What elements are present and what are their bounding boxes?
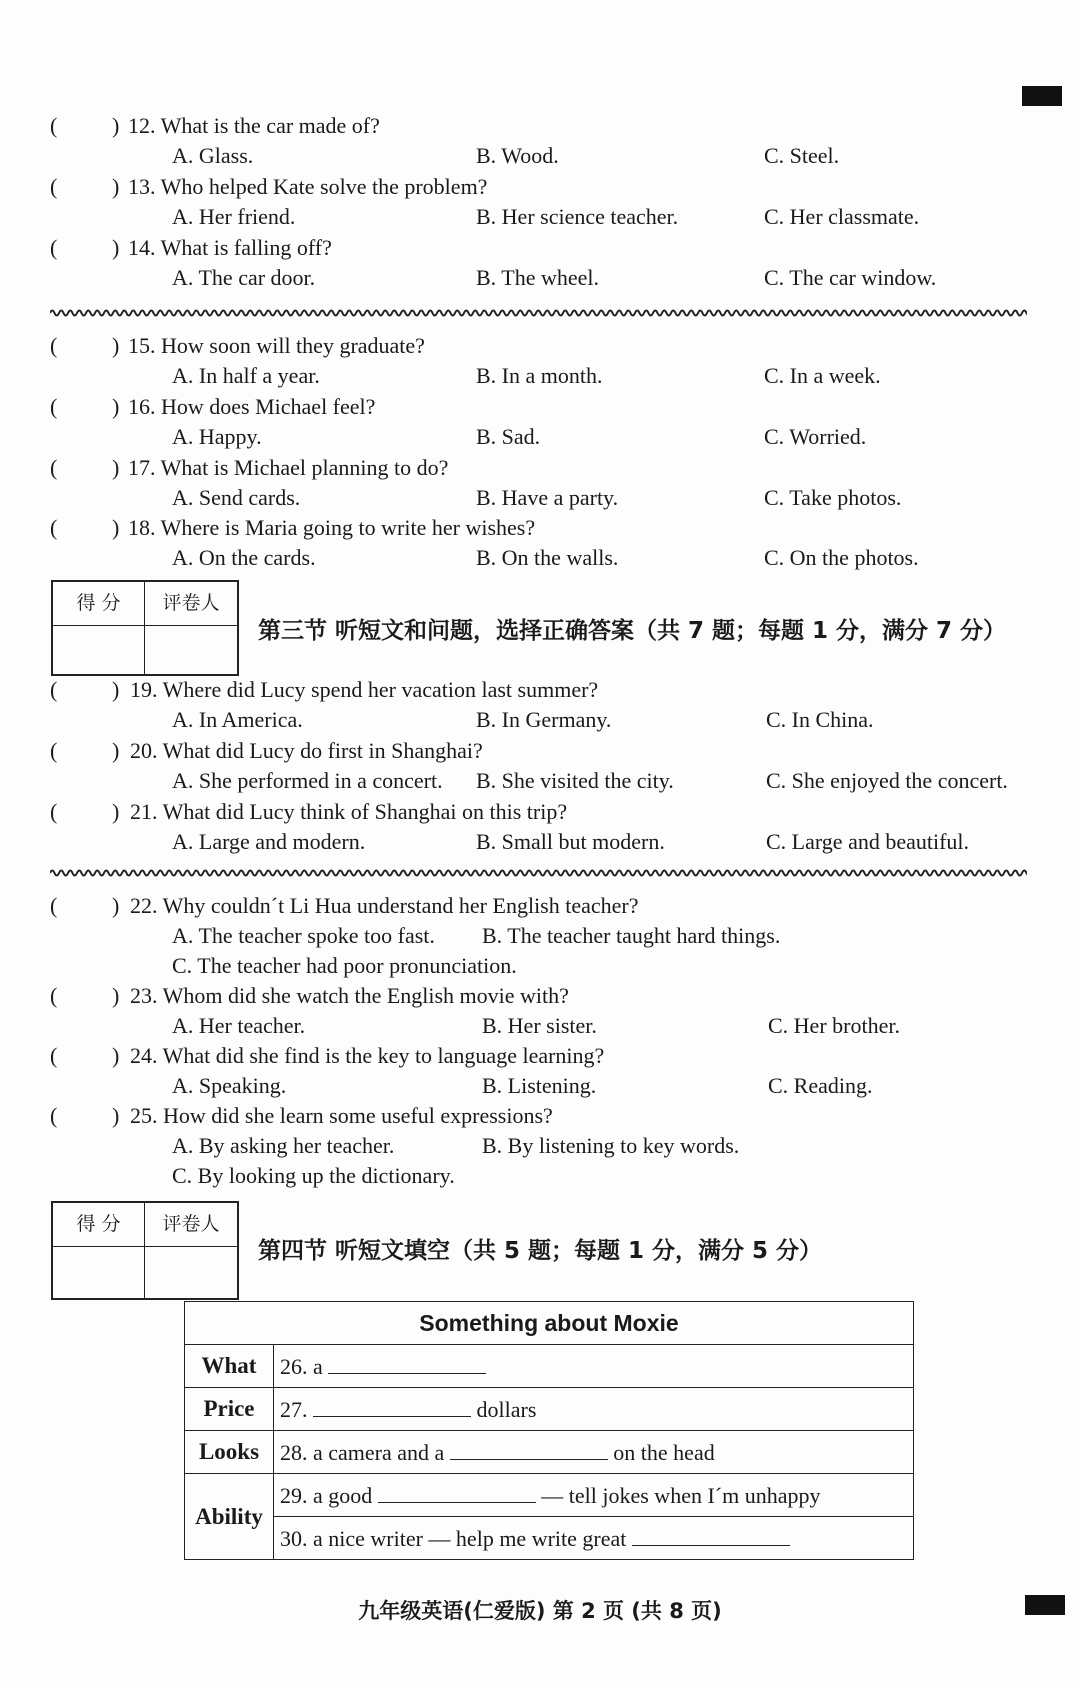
question-number: 17. <box>128 455 156 480</box>
option-b: B. By listening to key words. <box>482 1133 740 1158</box>
question-prompt: What did Lucy do first in Shanghai? <box>162 738 483 763</box>
question-prompt: What did Lucy think of Shanghai on this trip? <box>162 799 568 824</box>
question-row <box>0 1043 1080 1074</box>
answer-paren-open[interactable]: ( <box>50 455 58 480</box>
question-row <box>0 677 1080 708</box>
row-label-what: What <box>185 1345 274 1388</box>
table-title: Something about Moxie <box>185 1302 914 1345</box>
option-b: B. In Germany. <box>476 707 612 732</box>
question-prompt: What is Michael planning to do? <box>160 455 449 480</box>
question-number: 19. <box>130 677 158 702</box>
option-a: A. Send cards. <box>172 485 301 510</box>
answer-paren-close: ) <box>112 893 120 918</box>
score-cell[interactable] <box>53 1247 145 1298</box>
question-number: 21. <box>130 799 158 824</box>
score-box <box>51 1201 239 1300</box>
option-b: B. In a month. <box>476 363 603 388</box>
question-number: 22. <box>130 893 158 918</box>
score-label: 得 分 <box>53 582 145 626</box>
answer-paren-open[interactable]: ( <box>50 677 58 702</box>
answer-paren-close: ) <box>112 738 120 763</box>
answer-paren-open[interactable]: ( <box>50 983 58 1008</box>
question-text <box>128 174 487 200</box>
option-c: C. On the photos. <box>764 545 919 570</box>
question-prompt: Whom did she watch the English movie with? <box>162 983 569 1008</box>
item-28-suffix: on the head <box>613 1439 715 1465</box>
option-b: B. Listening. <box>482 1073 597 1098</box>
question-prompt: Who helped Kate solve the problem? <box>160 174 488 199</box>
registration-mark-top <box>1022 86 1062 106</box>
option-a: A. In half a year. <box>172 363 320 388</box>
blank-30[interactable] <box>632 1525 790 1546</box>
question-prompt: How does Michael feel? <box>161 394 376 419</box>
option-a: A. Large and modern. <box>172 829 366 854</box>
option-a: A. The car door. <box>172 265 316 290</box>
question-number: 20. <box>130 738 158 763</box>
question-row <box>0 893 1080 924</box>
question-number: 15. <box>128 333 156 358</box>
blank-28-cell <box>274 1431 914 1474</box>
option-c: C. In China. <box>766 707 874 732</box>
option-a: A. Her friend. <box>172 204 296 229</box>
page-footer: 九年级英语(仁爱版) 第 2 页 (共 8 页) <box>358 1599 722 1623</box>
question-prompt: Where did Lucy spend her vacation last summer? <box>162 677 599 702</box>
answer-paren-close: ) <box>112 174 120 199</box>
question-text <box>130 738 483 764</box>
answer-paren-open[interactable]: ( <box>50 515 58 540</box>
option-a: A. Speaking. <box>172 1073 287 1098</box>
wavy-divider <box>50 866 1027 880</box>
answer-paren-open[interactable]: ( <box>50 893 58 918</box>
option-b: B. Have a party. <box>476 485 619 510</box>
answer-paren-open[interactable]: ( <box>50 394 58 419</box>
blank-27[interactable] <box>313 1396 471 1417</box>
option-c: C. By looking up the dictionary. <box>172 1163 455 1188</box>
section3-title: 第三节 听短文和问题，选择正确答案（共 7 题；每题 1 分，满分 7 分） <box>258 618 1007 644</box>
question-prompt: What is falling off? <box>160 235 332 260</box>
item-27-suffix: dollars <box>476 1396 537 1422</box>
question-text <box>128 333 425 359</box>
question-row <box>0 333 1080 364</box>
item-27-text: 27. <box>280 1396 308 1422</box>
item-30-text: 30. a nice writer — help me write great <box>280 1525 627 1551</box>
question-text <box>128 515 535 541</box>
question-number: 18. <box>128 515 156 540</box>
row-label-price: Price <box>185 1388 274 1431</box>
blank-30-cell <box>274 1517 914 1560</box>
question-prompt: How soon will they graduate? <box>161 333 425 358</box>
option-a: A. The teacher spoke too fast. <box>172 923 435 948</box>
wavy-divider <box>50 306 1027 320</box>
answer-paren-close: ) <box>112 1103 120 1128</box>
blank-29-cell <box>274 1474 914 1517</box>
question-row <box>0 394 1080 425</box>
moxie-fill-table <box>184 1301 914 1560</box>
question-number: 25. <box>130 1103 158 1128</box>
question-text <box>130 677 598 703</box>
answer-paren-close: ) <box>112 455 120 480</box>
option-c: C. She enjoyed the concert. <box>766 768 1008 793</box>
answer-paren-close: ) <box>112 333 120 358</box>
question-prompt: Why couldn´t Li Hua understand her English teacher? <box>162 893 639 918</box>
option-c: C. Reading. <box>768 1073 873 1098</box>
option-b: B. Her sister. <box>482 1013 597 1038</box>
question-number: 13. <box>128 174 156 199</box>
grader-label: 评卷人 <box>145 582 237 626</box>
question-row <box>0 1103 1080 1134</box>
question-row <box>0 455 1080 486</box>
question-row <box>0 113 1080 144</box>
question-prompt: How did she learn some useful expressions? <box>163 1103 553 1128</box>
option-c: C. In a week. <box>764 363 881 388</box>
answer-paren-open[interactable]: ( <box>50 174 58 199</box>
option-b: B. She visited the city. <box>476 768 674 793</box>
question-text <box>130 893 639 919</box>
item-29-suffix: — tell jokes when I´m unhappy <box>541 1482 821 1508</box>
blank-27-cell <box>274 1388 914 1431</box>
option-a: A. She performed in a concert. <box>172 768 443 793</box>
question-row <box>0 983 1080 1014</box>
option-a: A. Happy. <box>172 424 262 449</box>
answer-paren-open[interactable]: ( <box>50 738 58 763</box>
question-number: 14. <box>128 235 156 260</box>
answer-paren-close: ) <box>112 677 120 702</box>
option-c: C. Take photos. <box>764 485 902 510</box>
answer-paren-open[interactable]: ( <box>50 799 58 824</box>
question-row <box>0 174 1080 205</box>
question-prompt: What is the car made of? <box>160 113 380 138</box>
blank-28[interactable] <box>450 1439 608 1460</box>
answer-paren-open[interactable]: ( <box>50 235 58 260</box>
option-b: B. Small but modern. <box>476 829 665 854</box>
option-a: A. In America. <box>172 707 303 732</box>
question-text <box>128 113 380 139</box>
answer-paren-open[interactable]: ( <box>50 1043 58 1068</box>
answer-paren-close: ) <box>112 235 120 260</box>
option-c: C. The teacher had poor pronunciation. <box>172 953 517 978</box>
question-prompt: Where is Maria going to write her wishes? <box>160 515 536 540</box>
question-prompt: What did she find is the key to language learning? <box>162 1043 605 1068</box>
grader-cell[interactable] <box>145 1247 237 1298</box>
option-a: A. Glass. <box>172 143 254 168</box>
question-text <box>128 394 375 420</box>
question-text <box>128 235 332 261</box>
score-label: 得 分 <box>53 1203 145 1247</box>
answer-paren-close: ) <box>112 113 120 138</box>
question-number: 12. <box>128 113 156 138</box>
option-c: C. The car window. <box>764 265 937 290</box>
question-number: 23. <box>130 983 158 1008</box>
question-text <box>130 1103 553 1129</box>
blank-26-cell <box>274 1345 914 1388</box>
blank-29[interactable] <box>378 1482 536 1503</box>
question-row <box>0 799 1080 830</box>
question-row <box>0 235 1080 266</box>
answer-paren-open[interactable]: ( <box>50 333 58 358</box>
row-label-looks: Looks <box>185 1431 274 1474</box>
option-b: B. Her science teacher. <box>476 204 679 229</box>
grader-cell[interactable] <box>145 626 237 674</box>
answer-paren-close: ) <box>112 799 120 824</box>
section4-title: 第四节 听短文填空（共 5 题；每题 1 分，满分 5 分） <box>258 1238 823 1264</box>
item-26-text: 26. a <box>280 1353 323 1379</box>
item-28-text: 28. a camera and a <box>280 1439 445 1465</box>
option-c: C. Worried. <box>764 424 867 449</box>
option-a: A. On the cards. <box>172 545 316 570</box>
answer-paren-close: ) <box>112 983 120 1008</box>
option-b: B. Wood. <box>476 143 559 168</box>
option-b: B. On the walls. <box>476 545 619 570</box>
question-row <box>0 515 1080 546</box>
answer-paren-close: ) <box>112 1043 120 1068</box>
option-c: C. Her classmate. <box>764 204 920 229</box>
option-c: C. Her brother. <box>768 1013 900 1038</box>
answer-paren-open[interactable]: ( <box>50 1103 58 1128</box>
answer-paren-close: ) <box>112 515 120 540</box>
grader-label: 评卷人 <box>145 1203 237 1247</box>
option-b: B. The wheel. <box>476 265 600 290</box>
question-text <box>130 983 569 1009</box>
option-a: A. Her teacher. <box>172 1013 306 1038</box>
answer-paren-close: ) <box>112 394 120 419</box>
question-row <box>0 738 1080 769</box>
question-number: 16. <box>128 394 156 419</box>
question-number: 24. <box>130 1043 158 1068</box>
option-b: B. The teacher taught hard things. <box>482 923 781 948</box>
score-box <box>51 580 239 676</box>
question-text <box>128 455 448 481</box>
option-b: B. Sad. <box>476 424 541 449</box>
score-cell[interactable] <box>53 626 145 674</box>
option-c: C. Steel. <box>764 143 840 168</box>
question-text <box>130 1043 604 1069</box>
answer-paren-open[interactable]: ( <box>50 113 58 138</box>
question-text <box>130 799 567 825</box>
row-label-ability: Ability <box>185 1474 274 1560</box>
item-29-text: 29. a good <box>280 1482 373 1508</box>
option-c: C. Large and beautiful. <box>766 829 970 854</box>
option-a: A. By asking her teacher. <box>172 1133 395 1158</box>
blank-26[interactable] <box>328 1353 486 1374</box>
